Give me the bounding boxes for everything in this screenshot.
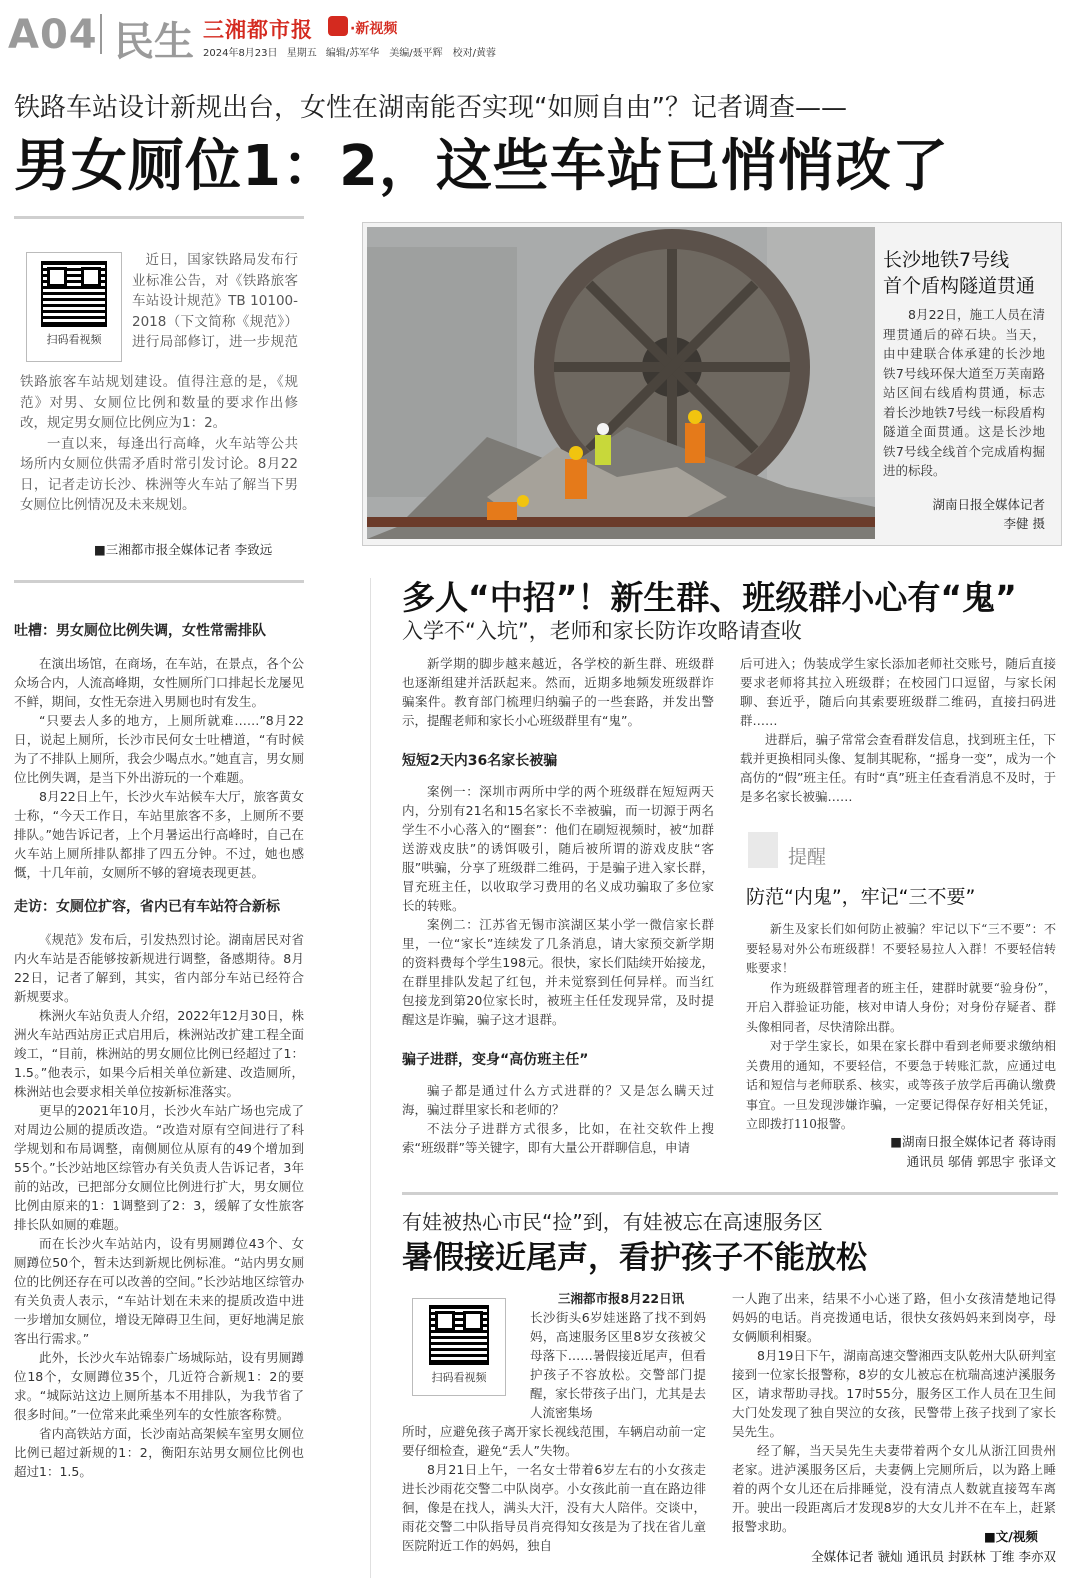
kids-p4: 8月19日下午，湖南高速交警湘西支队乾州大队研判室接到一位家长报警称，8岁的女儿被忘在杭瑞高速泸溪服务区，请求帮助寻找。17时55分，服务区工作人员在卫生间大门处发现了独自哭泣的女孩，民警带上孩子找到了家长吴先生。 <box>732 1348 1056 1439</box>
remind-badge <box>748 832 778 868</box>
photo-block <box>362 222 1062 546</box>
lead-intro-p2: 一直以来，每逢出行高峰，火车站等公共场所内女厕位供需矛盾时常引发讨论。8月22日，记者走访长沙、株洲等火车站了解当下男女厕位比例情况及未来规划。 <box>20 435 298 513</box>
photo-title-line1: 长沙地铁7号线 <box>883 249 1010 271</box>
photo-caption: 8月22日，施工人员在清理贯通后的碎石块。当天，由中建联合体承建的长沙地铁7号线环保大道至万芙南路站区间右线盾构贯通，标志着长沙地铁7号线一标段盾构隧道全面贯通。这是长沙地铁7号线全线首个完成盾构掘进的标段。 <box>883 307 1045 478</box>
kids-col2 <box>732 1289 1056 1536</box>
fraud-case2: 案例二：江苏省无锡市滨湖区某小学一微信家长群里，一位“家长”连续发了几条消息，请大家预交新学期的资料费每个学生198元。很快，家长们陆续开始接龙，在群里排队发起了红包，并未觉察到任何异样。而当红包接龙到第20位家长时，被班主任任发现异常，及时提醒这是诈骗，骗子这才退群。 <box>402 917 714 1027</box>
fraud-case1: 案例一：深圳市两所中学的两个班级群在短短两天内，分别有21名和15名家长不幸被骗，而一切源于两名学生不小心落入的“圈套”：他们在刷短视频时，被“加群送游戏皮肤”的诱饵吸引，随后被所谓的游戏皮肤“客服”哄骗，分享了班级群二维码，于是骗子进入家长群，冒充班主任，以收取学习费用的名义成功骗取了多位家长的转账。 <box>402 784 714 913</box>
lead-s2-p4: 而在长沙火车站站内，设有男厕蹲位43个、女厕蹲位50个，暂未达到新规比例标准。“站内男女厕位的比例还存在可以改善的空间。”长沙站地区综管办有关负责人表示，“车站计划在未来的提质改造中进一步增加女厕位，增设无障碍卫生间，更好地满足旅客出行需求。” <box>14 1236 304 1346</box>
lead-intro <box>20 250 298 352</box>
date-text: 2024年8月23日 <box>203 48 278 59</box>
tunnel-photo <box>367 227 875 539</box>
kids-headline: 暑假接近尾声，看护孩子不能放松 <box>402 1240 867 1276</box>
kids-top-rule <box>402 1192 1058 1195</box>
photo-title <box>883 247 1035 299</box>
kids-p2: 8月21日上午，一名女士带着6岁左右的小女孩走进长沙雨花交警二中队岗亭。小女孩此前一直在路边徘徊，像是在找人，满头大汗，没有大人陪伴。交谈中，雨花交警二中队指导员肖亮得知女孩是为了找在省儿童医院附近工作的妈妈，独自 <box>402 1462 706 1553</box>
lead-headline: 男女厕位1：2，这些车站已悄悄改了 <box>14 134 949 199</box>
fraud-subhead: 入学不“入坑”，老师和家长防诈攻略请查收 <box>402 619 802 643</box>
page-number: A04 <box>8 12 98 58</box>
lead-body <box>14 620 304 1481</box>
lead-section-heading-2: 走访：女厕位扩容，省内已有车站符合新标 <box>14 899 280 915</box>
fraud-col2-a: 后可进入；伪装成学生家长添加老师社交账号，随后直接要求老师将其拉入班级群；在校园门口逗留，与家长闲聊、套近乎，随后向其索要班级群二维码，直接扫码进群…… <box>740 656 1056 728</box>
fraud-col1 <box>402 654 714 1157</box>
lead-intro-p1-tail: 铁路旅客车站规划建设。值得注意的是，《规范》对男、女厕位比例和数量的要求作出修改，规定男女厕位比例应为1：2。 <box>20 374 298 431</box>
fraud-headline: 多人“中招”！新生群、班级群小心有“鬼” <box>402 578 1017 617</box>
remind-title: 防范“内鬼”，牢记“三不要” <box>746 886 976 908</box>
lead-intro-p1: 近日，国家铁路局发布行业标准公告，对《铁路旅客车站设计规范》TB 10100-2018（下文简称《规范》）进行局部修订，进一步规范 <box>132 252 298 350</box>
kids-dateline: 三湘都市报8月22日讯 <box>558 1291 685 1306</box>
remind-p2: 作为班级群管理者的班主任，建群时就要“验身份”，开启入群验证功能，核对申请人身份；对身份存疑者、群头像相同者，尽快清除出群。 <box>746 980 1056 1034</box>
lead-s1-p3: 8月22日上午，长沙火车站候车大厅，旅客黄女士称，“今天工作日，车站里旅客不多，上厕所不要排队。”她告诉记者，上个月暑运出行高峰时，自己在火车站上厕所排队都排了四五分钟。不过，她也感慨，十几年前，女厕所不够的窘境表现更甚。 <box>14 789 304 880</box>
qr-label: 扫码看视频 <box>46 333 102 346</box>
kids-qr-box[interactable] <box>412 1298 506 1396</box>
weekday-text: 星期五 <box>286 48 317 59</box>
lead-intro-continued <box>20 372 298 516</box>
remind-label: 提醒 <box>788 846 827 868</box>
credits-text: 编辑/苏军华 美编/聂平辉 校对/黄蓉 <box>325 48 497 59</box>
photo-title-line2: 首个盾构隧道贯通 <box>883 275 1036 297</box>
lead-section-heading-1: 吐槽：男女厕位比例失调，女性常需排队 <box>14 623 266 639</box>
masthead <box>0 0 1080 68</box>
fraud-heading-1: 短短2天内36名家长被骗 <box>402 753 558 769</box>
fraud-col2-b: 进群后，骗子常常会查看群发信息，找到班主任，下载并更换相同头像、复制其昵称，“摇身一变”，成为一个高仿的“假”班主任。有时“真”班主任查看消息不及时，于是多名家长被骗…… <box>740 732 1056 804</box>
paper-logo: 三湘都市报 <box>203 18 313 42</box>
lead-s2-p1: 《规范》发布后，引发热烈讨论。湖南居民对省内火车站是否能够按新规进行调整，备感期待。8月22日，记者了解到，其实，省内部分车站已经符合新规要求。 <box>14 932 304 1004</box>
lead-s2-p2: 株洲火车站负责人介绍，2022年12月30日，株洲火车站西站房正式启用后，株洲站改扩建工程全面竣工，“目前，株洲站的男女厕位比例已经超过了1：1.5。”他表示，如果今后相关单位新建、改造厕所，株洲站也会要求相关单位按新标准落实。 <box>14 1008 304 1099</box>
lead-s1-p1: 在演出场馆，在商场，在车站，在景点，各个公众场合内，人流高峰期，女性厕所门口排起长龙屡见不鲜，期间，女性无奈进入男厕也时有发生。 <box>14 656 304 709</box>
app-name: ·新视频 <box>350 21 398 37</box>
column-divider <box>370 578 371 1578</box>
lead-s2-p5: 此外，长沙火车站锦泰广场城际站，设有男厕蹲位18个，女厕蹲位35个，几近符合新规1：2的要求。“城际站这边上厕所基本不用排队，为我节省了很多时间。”一位常来此乘坐列车的女性旅客称赞。 <box>14 1350 304 1422</box>
fraud-how: 骗子都是通过什么方式进群的？又是怎么瞒天过海，骗过群里家长和老师的？ <box>402 1083 714 1117</box>
kids-p1-top: 长沙街头6岁娃迷路了找不到妈妈，高速服务区里8岁女孩被父母落下……暑假接近尾声，但看护孩子不容放松。交警部门提醒，家长带孩子出门，尤其是去人流密集场 <box>530 1310 706 1420</box>
rail-track <box>367 517 875 527</box>
lead-s2-p3: 更早的2021年10月，长沙火车站广场也完成了对周边公厕的提质改造。“改造对原有空间进行了科学规划和布局调整，南侧厕位从原有的49个增加到55个。”长沙站地区综管办有关负责人告诉记者，3年前的站改，已把部分女厕位比例进行扩大，男女厕位比例由原来的1：1调整到了2：3，缓解了女性旅客排长队如厕的难题。 <box>14 1103 304 1232</box>
section-name: 民生 <box>114 19 194 65</box>
issue-date <box>203 44 496 59</box>
remind-p3: 对于学生家长，如果在家长群中看到老师要求缴纳相关费用的通知，不要轻信，不要急于转账汇款，应通过电话和短信与老师联系、核实，或等孩子放学后再确认缴费事宜。一旦发现涉嫌诈骗，一定要记得保存好相关凭证，立即拨打110报警。 <box>746 1039 1056 1131</box>
left-mid-rule <box>14 580 304 583</box>
photo-credit-line1: 湖南日报全媒体记者 <box>932 497 1045 512</box>
fraud-byline-1: ■湖南日报全媒体记者 蒋诗雨 <box>890 1134 1056 1149</box>
kids-kicker: 有娃被热心市民“捡”到，有娃被忘在高速服务区 <box>402 1210 823 1234</box>
app-logo-icon <box>328 16 348 36</box>
lead-s1-p2: “只要去人多的地方，上厕所就难……”8月22日，说起上厕所，长沙市民何女士吐槽道，“有时候为了不排队上厕所，我会少喝点水。”她直言，男女厕位比例失调，是当下外出游玩的一个难题。 <box>14 713 304 785</box>
kids-qr-label: 扫码看视频 <box>431 1371 487 1384</box>
lead-s2-p6: 省内高铁站方面，长沙南站高架候车室男女厕位比例已超过新规的1：2，衡阳东站男女厕位比例也超过1：1.5。 <box>14 1426 304 1479</box>
fraud-heading-2: 骗子进群，变身“高仿班主任” <box>402 1052 589 1068</box>
kids-p3: 一人跑了出来，结果不小心迷了路，但小女孩清楚地记得妈妈的电话。肖亮拨通电话，很快女孩妈妈来到岗亭，母女俩顺利相聚。 <box>732 1291 1056 1344</box>
kids-p1-bottom: 所时，应避免孩子离开家长视线范围，车辆启动前一定要仔细检查，避免“丢人”失物。 <box>402 1424 706 1458</box>
kids-byline-2: 全媒体记者 虢灿 通讯员 封跃林 丁维 李亦双 <box>811 1549 1056 1564</box>
left-top-rule <box>14 216 304 219</box>
fraud-byline-2: 通讯员 邬倩 郭思宇 张译文 <box>906 1154 1056 1169</box>
photo-credit <box>883 495 1045 533</box>
lead-byline: ■三湘都市报全媒体记者 李致远 <box>94 542 273 557</box>
fraud-intro: 新学期的脚步越来越近，各学校的新生群、班级群也逐渐组建并活跃起来。然而，近期多地频发班级群诈骗案件。教育部门梳理归纳骗子的一些套路，并发出警示，提醒老师和家长小心班级群里有“鬼”。 <box>402 656 714 728</box>
masthead-divider <box>100 14 102 54</box>
fraud-col2 <box>740 654 1056 806</box>
fraud-byline <box>746 1132 1056 1172</box>
kids-byline-1: ■文/视频 <box>984 1529 1038 1544</box>
fraud-ways: 不法分子进群方式很多，比如，在社交软件上搜索“班级群”等关键字，即有大量公开群聊信息，申请 <box>402 1121 714 1155</box>
remind-body <box>746 920 1056 1135</box>
remind-p1: 新生及家长们如何防止被骗？牢记以下“三不要”：不要轻易对外公布班级群！不要轻易拉人入群！不要轻信转账要求！ <box>746 922 1056 975</box>
lead-kicker: 铁路车站设计新规出台，女性在湖南能否实现“如厕自由”？记者调查—— <box>14 93 847 123</box>
photo-credit-line2: 李健 摄 <box>1003 516 1045 531</box>
kids-p5: 经了解，当天吴先生夫妻带着两个女儿从浙江回贵州老家。进泸溪服务区后，夫妻俩上完厕所后，以为路上睡着的两个女儿还在后排睡觉，没有清点人数就直接驾车离开。驶出一段距离后才发现8岁的大女儿并不在车上，赶紧报警求助。 <box>732 1443 1056 1534</box>
kids-qr-code-icon[interactable] <box>429 1305 489 1365</box>
